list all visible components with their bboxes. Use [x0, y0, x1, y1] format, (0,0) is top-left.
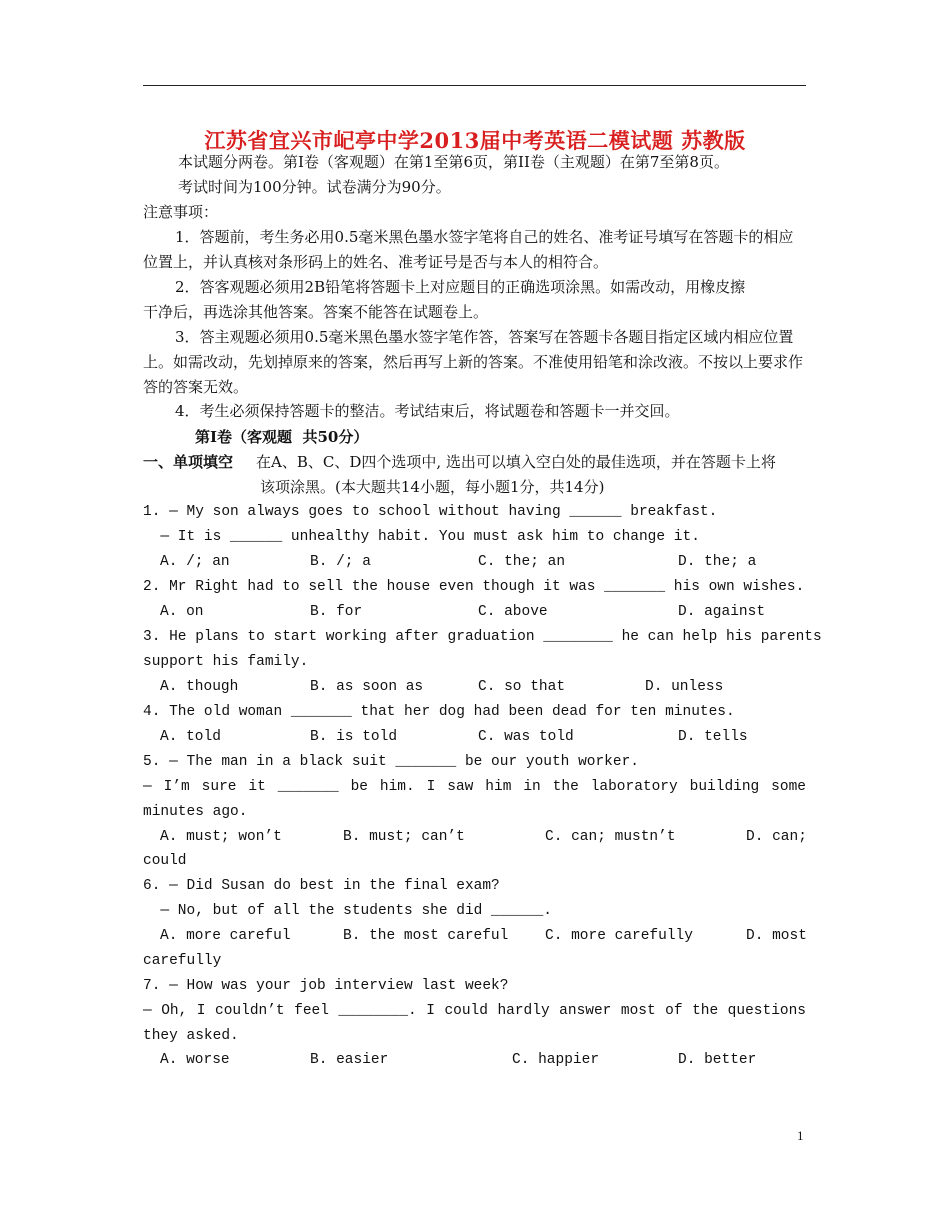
question-5-stem-3: minutes ago. — [143, 804, 248, 820]
question-2-option-b: B. for — [310, 604, 363, 620]
question-6-option-c: C. more carefully — [545, 928, 693, 944]
question-3-option-c: C. so that — [478, 679, 566, 695]
question-2-stem: 2. Mr Right had to sell the house even though it was _______ his own wishes. — [143, 579, 805, 595]
part-instruction-2: 该项涂黑。(本大题共14小题，每小题1分，共14分) — [260, 478, 605, 496]
header-rule — [143, 85, 806, 86]
question-1-option-d: D. the; a — [678, 554, 757, 570]
question-6-stem: 6. — Did Susan do best in the final exam? — [143, 878, 500, 894]
question-1-option-a: A. /; an — [160, 554, 230, 570]
question-6-option-d-wrap: carefully — [143, 953, 222, 969]
question-4-option-c: C. was told — [478, 729, 574, 745]
question-5-stem: 5. — The man in a black suit _______ be our youth worker. — [143, 754, 639, 770]
question-1-option-c: C. the; an — [478, 554, 566, 570]
notice-item-2-cont: 干净后，再选涂其他答案。答案不能答在试题卷上。 — [143, 303, 489, 321]
part-label: 一、单项填空 — [143, 453, 234, 471]
question-6-option-b: B. the most careful — [343, 928, 509, 944]
question-5-option-c: C. can; mustn’t — [545, 829, 676, 845]
question-3-stem-2: support his family. — [143, 654, 309, 670]
question-2-option-d: D. against — [678, 604, 766, 620]
question-7-stem-2: — Oh, I couldn’t feel ________. I could hardly answer most of the questions — [143, 1003, 806, 1019]
question-4-option-a: A. told — [160, 729, 221, 745]
intro-line-2: 考试时间为100分钟。试卷满分为90分。 — [178, 178, 451, 196]
question-4-option-d: D. tells — [678, 729, 748, 745]
question-6-option-d: D. most — [746, 928, 807, 944]
question-1-option-b: B. /; a — [310, 554, 371, 570]
question-2-option-c: C. above — [478, 604, 548, 620]
question-7-option-d: D. better — [678, 1052, 757, 1068]
question-6-stem-2: — No, but of all the students she did ______. — [143, 903, 552, 919]
section-heading: 第I卷（客观题 共50分） — [195, 428, 369, 446]
question-5-option-d: D. can; — [746, 829, 807, 845]
question-5-option-b: B. must; can’t — [343, 829, 465, 845]
question-7-option-b: B. easier — [310, 1052, 389, 1068]
question-6-option-a: A. more careful — [160, 928, 291, 944]
part-instruction-1: 在A、B、C、D四个选项中, 选出可以填入空白处的最佳选项，并在答题卡上将 — [256, 453, 776, 471]
notice-item-1: 1．答题前，考生务必用0.5毫米黑色墨水签字笔将自己的姓名、准考证号填写在答题卡的相应 — [175, 228, 794, 246]
question-7-stem-3: they asked. — [143, 1028, 239, 1044]
page-title: 江苏省宜兴市屺亭中学2013届中考英语二模试题 苏教版 — [204, 128, 746, 153]
notice-item-4: 4．考生必须保持答题卡的整洁。考试结束后，将试题卷和答题卡一并交回。 — [175, 402, 680, 420]
question-2-option-a: A. on — [160, 604, 204, 620]
question-3-stem: 3. He plans to start working after graduation ________ he can help his parents — [143, 629, 822, 645]
question-3-option-b: B. as soon as — [310, 679, 424, 695]
question-5-option-d-wrap: could — [143, 853, 187, 869]
question-4-stem: 4. The old woman _______ that her dog had been dead for ten minutes. — [143, 704, 735, 720]
notice-item-1-cont: 位置上，并认真核对条形码上的姓名、准考证号是否与本人的相符合。 — [143, 253, 609, 271]
question-1-stem: 1. — My son always goes to school without having ______ breakfast. — [143, 504, 718, 520]
question-7-option-c: C. happier — [512, 1052, 600, 1068]
notice-item-3-end: 答的答案无效。 — [143, 378, 249, 396]
question-7-option-a: A. worse — [160, 1052, 230, 1068]
question-3-option-a: A. though — [160, 679, 239, 695]
question-1-stem-2: — It is ______ unhealthy habit. You must ask him to change it. — [143, 529, 700, 545]
intro-line-1: 本试题分两卷。第I卷（客观题）在第1至第6页，第II卷（主观题）在第7至第8页。 — [178, 153, 729, 171]
question-4-option-b: B. is told — [310, 729, 398, 745]
question-3-option-d: D. unless — [645, 679, 724, 695]
notice-item-3: 3．答主观题必须用0.5毫米黑色墨水签字笔作答，答案写在答题卡各题目指定区域内相应位置 — [175, 328, 794, 346]
notice-heading: 注意事项： — [143, 203, 219, 221]
question-5-stem-2: — I’m sure it _______ be him. I saw him in the laboratory building some — [143, 779, 806, 795]
notice-item-2: 2．答客观题必须用2B铅笔将答题卡上对应题目的正确选项涂黑。如需改动，用橡皮擦 — [175, 278, 746, 296]
page-number: 1 — [797, 1128, 804, 1143]
question-5-option-a: A. must; won’t — [160, 829, 282, 845]
question-7-stem: 7. — How was your job interview last week? — [143, 978, 509, 994]
notice-item-3-cont: 上。如需改动，先划掉原来的答案，然后再写上新的答案。不准使用铅笔和涂改液。不按以上要求作 — [143, 353, 804, 371]
